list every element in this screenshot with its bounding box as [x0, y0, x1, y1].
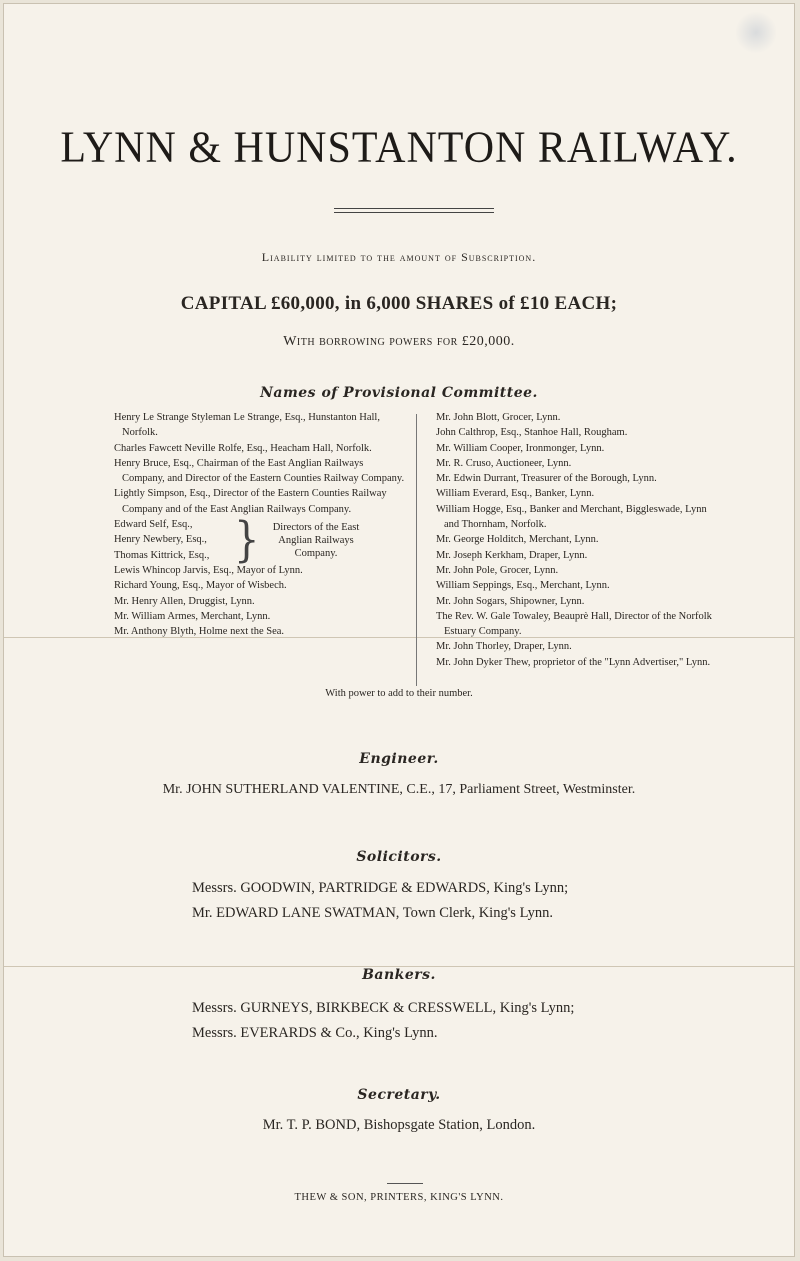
committee-member: Mr. John Pole, Grocer, Lynn.: [436, 564, 559, 576]
brace-symbol: }: [234, 512, 260, 568]
committee-member: Mr. John Thorley, Draper, Lynn.: [436, 641, 572, 653]
committee-member: Lewis Whincop Jarvis, Esq., Mayor of Lynn.: [114, 564, 303, 576]
committee-member: Henry Le Strange Styleman Le Strange, Esq., Hunstanton Hall, Norfolk.: [114, 412, 380, 439]
committee-member: Mr. William Armes, Merchant, Lynn.: [114, 610, 271, 622]
page-title: LYNN & HUNSTANTON RAILWAY.: [60, 123, 738, 173]
committee-member: Henry Newbery, Esq.,: [114, 534, 207, 546]
committee-member: Henry Bruce, Esq., Chairman of the East Anglian Railways Company, and Director of the Eastern Counties Railway Company.: [114, 457, 405, 485]
committee-member: Mr. Henry Allen, Druggist, Lynn.: [114, 595, 255, 607]
committee-member: Mr. William Cooper, Ironmonger, Lynn.: [436, 442, 605, 454]
committee-member: Lightly Simpson, Esq., Director of the Eastern Counties Railway Company and of the East Anglian Railways Company.: [114, 488, 387, 515]
power-note: With power to add to their number.: [325, 688, 473, 699]
printer-rule: [387, 1183, 423, 1184]
committee-heading: Names of Provisional Committee.: [260, 385, 538, 401]
committee-member: The Rev. W. Gale Towaley, Beauprè Hall, Director of the Norfolk Estuary Company.: [436, 610, 712, 638]
committee-member: Mr. Edwin Durrant, Treasurer of the Borough, Lynn.: [436, 473, 657, 485]
solicitors-list: [192, 876, 568, 926]
committee-right-column: [436, 410, 718, 670]
borrowing-line: With borrowing powers for £20,000.: [283, 334, 515, 349]
liability-line: Liability limited to the amount of Subscription.: [261, 250, 537, 264]
committee-member: William Hogge, Esq., Banker and Merchant, Biggleswade, Lynn and Thornham, Norfolk.: [436, 503, 707, 531]
capital-line: CAPITAL £60,000, in 6,000 SHARES of £10 EACH;: [180, 293, 618, 314]
committee-member: John Calthrop, Esq., Stanhoe Hall, Rougham.: [436, 427, 628, 439]
secretary-text: Mr. T. P. BOND, Bishopsgate Station, London.: [262, 1117, 536, 1133]
engineer-text: Mr. JOHN SUTHERLAND VALENTINE, C.E., 17, Parliament Street, Westminster.: [162, 782, 636, 797]
solicitor-line: Messrs. GOODWIN, PARTRIDGE & EDWARDS, King's Lynn;: [192, 880, 569, 896]
bankers-heading: Bankers.: [362, 967, 436, 983]
committee-member: Mr. R. Cruso, Auctioneer, Lynn.: [436, 457, 572, 469]
committee-member: William Everard, Esq., Banker, Lynn.: [436, 488, 595, 500]
committee-member: Mr. Joseph Kerkham, Draper, Lynn.: [436, 549, 588, 561]
committee-member: Thomas Kittrick, Esq.,: [114, 549, 210, 561]
banker-line: Messrs. EVERARDS & Co., King's Lynn.: [192, 1025, 438, 1041]
banker-line: Messrs. GURNEYS, BIRKBECK & CRESSWELL, King's Lynn;: [192, 1000, 575, 1016]
secretary-heading: Secretary.: [357, 1087, 441, 1103]
solicitor-line: Mr. EDWARD LANE SWATMAN, Town Clerk, King's Lynn.: [192, 905, 554, 921]
bankers-list: [192, 996, 574, 1046]
directors-group: [114, 512, 406, 568]
solicitors-heading: Solicitors.: [356, 849, 442, 865]
paper-stain: [736, 10, 776, 55]
committee-member: Mr. John Blott, Grocer, Lynn.: [436, 412, 561, 423]
engineer-heading: Engineer.: [359, 751, 439, 767]
committee-member: Richard Young, Esq., Mayor of Wisbech.: [114, 580, 287, 592]
committee-member: Mr. Anthony Blyth, Holme next the Sea.: [114, 626, 285, 638]
document-page: [3, 3, 795, 1257]
committee-member: Charles Fawcett Neville Rolfe, Esq., Heacham Hall, Norfolk.: [114, 442, 372, 454]
directors-names: [114, 517, 234, 563]
committee-member: Mr. George Holditch, Merchant, Lynn.: [436, 534, 599, 546]
title-double-rule: [334, 208, 494, 216]
directors-group-label: Directors of the East Anglian Railways Company.: [272, 521, 360, 559]
committee-member: Mr. John Sogars, Shipowner, Lynn.: [436, 595, 585, 607]
printer-imprint: THEW & SON, PRINTERS, KING'S LYNN.: [294, 1192, 504, 1203]
committee-member: Mr. John Dyker Thew, proprietor of the "Lynn Advertiser," Lynn.: [436, 656, 711, 668]
committee-member: William Seppings, Esq., Merchant, Lynn.: [436, 580, 610, 592]
committee-left-column: [114, 410, 406, 639]
committee-member: Edward Self, Esq.,: [114, 519, 193, 531]
column-divider: [416, 414, 417, 686]
